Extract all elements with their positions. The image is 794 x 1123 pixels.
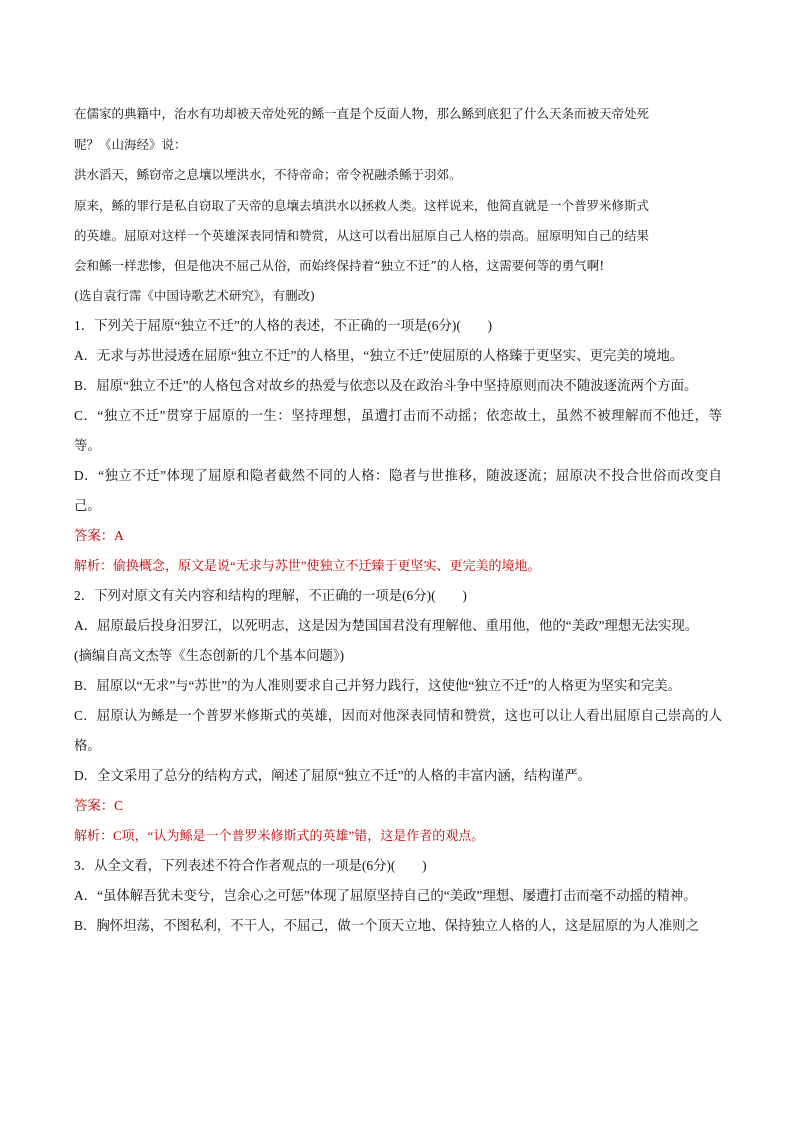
question-1-stem: 1．下列关于屈原“独立不迁”的人格的表述，不正确的一项是(6分)( ) [74, 318, 493, 333]
question-1-option-a: A．无求与苏世浸透在屈原“独立不迁”的人格里，“独立不迁”使屈原的人格臻于更坚实、更完美的境地。 [74, 348, 684, 363]
question-2-inserted-note: (摘编自高文杰等《生态创新的几个基本问题》) [74, 648, 345, 663]
passage-paragraph-3-line-2: 的英雄。屈原对这样一个英雄深表同情和赞赏，从这可以看出屈原自己人格的崇高。屈原明知自己的结果 [74, 228, 650, 243]
document-body [74, 98, 722, 941]
question-2-option-d: D．全文采用了总分的结构方式，阐述了屈原“独立不迁”的人格的丰富内涵，结构谨严。 [74, 768, 592, 783]
question-2-explanation: 解析：C项，“认为鲧是一个普罗米修斯式的英雄”错，这是作者的观点。 [74, 828, 485, 843]
passage-paragraph-1-line-2: 呢？《山海经》说： [74, 137, 187, 152]
passage-paragraph-3-line-3: 会和鲧一样悲惨，但是他决不屈己从俗，而始终保持着“独立不迁”的人格，这需要何等的勇气啊! [74, 258, 605, 273]
question-1-answer: 答案：A [74, 528, 124, 543]
question-2-option-c: C．屈原认为鲧是一个普罗米修斯式的英雄，因而对他深表同情和赞赏，这也可以让人看出屈原自己崇高的人格。 [74, 708, 722, 753]
question-2-stem: 2．下列对原文有关内容和结构的理解，不正确的一项是(6分)( ) [74, 588, 467, 603]
question-2-option-a: A．屈原最后投身汨罗江，以死明志，这是因为楚国国君没有理解他、重用他，他的“美政”理想无法实现。 [74, 618, 699, 633]
passage-paragraph-1-line-1: 在儒家的典籍中，治水有功却被天帝处死的鲧一直是个反面人物，那么鲧到底犯了什么天条而被天帝处死 [74, 106, 650, 121]
question-1-option-b: B．屈原“独立不迁”的人格包含对故乡的热爱与依恋以及在政治斗争中坚持原则而决不随波逐流两个方面。 [74, 378, 698, 393]
question-1-explanation: 解析：偷换概念，原文是说“无求与苏世”使独立不迁臻于更坚实、更完美的境地。 [74, 558, 541, 573]
question-3-option-a: A．“虽体解吾犹未变兮，岂余心之可惩”体现了屈原坚持自己的“美政”理想、屡遭打击而毫不动摇的精神。 [74, 888, 697, 903]
passage-quote: 洪水滔天，鲧窃帝之息壤以堙洪水，不待帝命；帝令祝融杀鲧于羽郊。 [74, 167, 462, 182]
question-3-stem: 3．从全文看，下列表述不符合作者观点的一项是(6分)( ) [74, 858, 427, 873]
question-2-answer: 答案：C [74, 798, 124, 813]
passage-source: (选自袁行霈《中国诗歌艺术研究》，有删改) [74, 288, 316, 303]
question-2-option-b: B．屈原以“无求”与“苏世”的为人准则要求自己并努力践行，这使他“独立不迁”的人格更为坚实和完美。 [74, 678, 681, 693]
question-3-option-b: B．胸怀坦荡，不图私利，不干人，不屈己，做一个顶天立地、保持独立人格的人，这是屈原的为人准则之 [74, 918, 699, 933]
question-1-option-d: D．“独立不迁”体现了屈原和隐者截然不同的人格：隐者与世推移，随波逐流；屈原决不投合世俗而改变自己。 [74, 468, 722, 513]
question-1-option-c: C．“独立不迁”贯穿于屈原的一生：坚持理想，虽遭打击而不动摇；依恋故土，虽然不被理解而不他迁，等等。 [74, 408, 722, 453]
passage-paragraph-3-line-1: 原来，鲧的罪行是私自窃取了天帝的息壤去填洪水以拯救人类。这样说来，他简直就是一个普罗米修斯式 [74, 198, 650, 213]
